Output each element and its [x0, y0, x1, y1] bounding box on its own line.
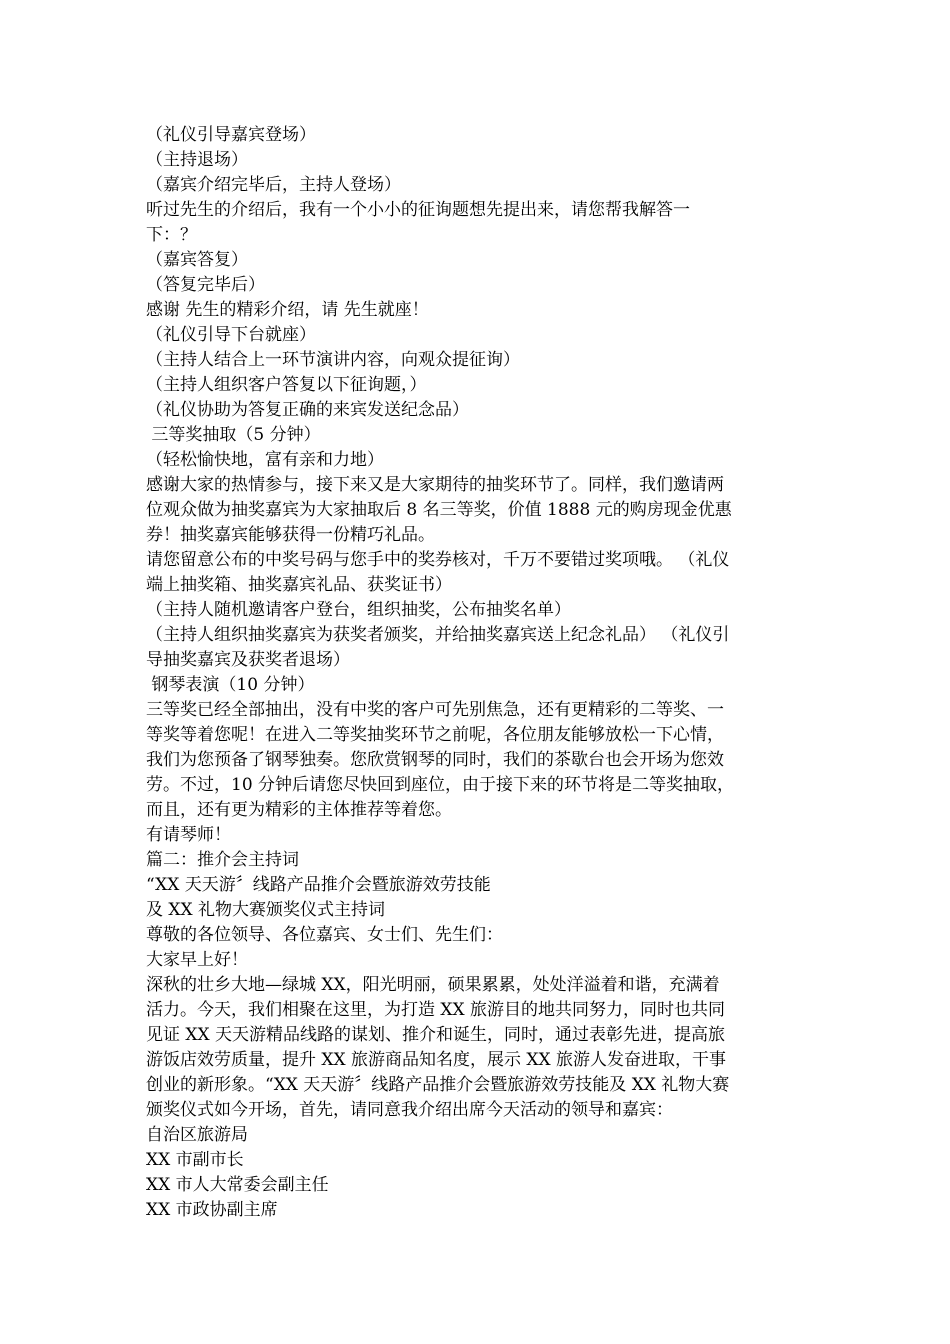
text-line: 三等奖已经全部抽出，没有中奖的客户可先别焦急，还有更精彩的二等奖、一	[146, 700, 724, 720]
text-line: 创业的新形象。“XX 天天游〞线路产品推介会暨旅游效劳技能及 XX 礼物大赛	[146, 1075, 730, 1095]
text-line: 我们为您预备了钢琴独奏。您欣赏钢琴的同时，我们的茶歇台也会开场为您效	[146, 750, 724, 770]
section-heading: 篇二：推介会主持词	[146, 850, 299, 870]
text-line: XX 市副市长	[146, 1150, 244, 1170]
text-line: 有请琴师！	[146, 825, 231, 845]
text-line: 感谢 先生的精彩介绍，请 先生就座！	[146, 300, 429, 320]
section-heading: 钢琴表演（10 分钟）	[146, 675, 315, 695]
text-line: 及 XX 礼物大赛颁奖仪式主持词	[146, 900, 386, 920]
text-line: （轻松愉快地，富有亲和力地）	[146, 450, 384, 470]
text-line: 劳。不过，10 分钟后请您尽快回到座位，由于接下来的环节将是二等奖抽取，	[146, 775, 735, 795]
text-line: XX 市政协副主席	[146, 1200, 278, 1220]
text-line: （礼仪引导下台就座）	[146, 325, 316, 345]
text-line: 导抽奖嘉宾及获奖者退场）	[146, 650, 350, 670]
text-line: “XX 天天游〞线路产品推介会暨旅游效劳技能	[146, 875, 491, 895]
text-line: （嘉宾介绍完毕后，主持人登场）	[146, 175, 401, 195]
text-line: （主持人结合上一环节演讲内容，向观众提征询）	[146, 350, 520, 370]
text-line: 等奖等着您呢！在进入二等奖抽奖环节之前呢，各位朋友能够放松一下心情，	[146, 725, 724, 745]
section-heading: 三等奖抽取（5 分钟）	[146, 425, 321, 445]
text-line: 尊敬的各位领导、各位嘉宾、女士们、先生们：	[146, 925, 503, 945]
text-line: （主持人组织抽奖嘉宾为获奖者颁奖，并给抽奖嘉宾送上纪念礼品） （礼仪引	[146, 625, 730, 645]
text-line: （主持人随机邀请客户登台，组织抽奖，公布抽奖名单）	[146, 600, 571, 620]
text-line: 见证 XX 天天游精品线路的谋划、推介和诞生，同时，通过表彰先进，提高旅	[146, 1025, 726, 1045]
text-line: （答复完毕后）	[146, 275, 265, 295]
text-line: （礼仪协助为答复正确的来宾发送纪念品）	[146, 400, 469, 420]
text-line: 券！抽奖嘉宾能够获得一份精巧礼品。	[146, 525, 435, 545]
text-line: 请您留意公布的中奖号码与您手中的奖券核对，千万不要错过奖项哦。 （礼仪	[146, 550, 730, 570]
text-line: （主持人组织客户答复以下征询题，）	[146, 375, 427, 395]
text-line: （嘉宾答复）	[146, 250, 248, 270]
text-line: 而且，还有更为精彩的主体推荐等着您。	[146, 800, 452, 820]
document-body	[146, 123, 806, 1223]
text-line: 游饭店效劳质量，提升 XX 旅游商品知名度，展示 XX 旅游人发奋进取，干事	[146, 1050, 727, 1070]
text-line: 感谢大家的热情参与，接下来又是大家期待的抽奖环节了。同样，我们邀请两	[146, 475, 724, 495]
text-line: 位观众做为抽奖嘉宾为大家抽取后 8 名三等奖，价值 1888 元的购房现金优惠	[146, 500, 732, 520]
text-line: （礼仪引导嘉宾登场）	[146, 125, 316, 145]
text-line: 深秋的壮乡大地—绿城 XX，阳光明丽，硕果累累，处处洋溢着和谐，充满着	[146, 975, 720, 995]
text-line: 听过先生的介绍后，我有一个小小的征询题想先提出来，请您帮我解答一	[146, 200, 690, 220]
text-line: 活力。今天，我们相聚在这里，为打造 XX 旅游目的地共同努力，同时也共同	[146, 1000, 726, 1020]
text-line: 端上抽奖箱、抽奖嘉宾礼品、获奖证书）	[146, 575, 452, 595]
text-line: （主持退场）	[146, 150, 248, 170]
text-line: 自治区旅游局	[146, 1125, 248, 1145]
text-line: XX 市人大常委会副主任	[146, 1175, 329, 1195]
text-line: 颁奖仪式如今开场，首先，请同意我介绍出席今天活动的领导和嘉宾：	[146, 1100, 673, 1120]
text-line: 大家早上好！	[146, 950, 248, 970]
text-line: 下：？	[146, 225, 197, 245]
